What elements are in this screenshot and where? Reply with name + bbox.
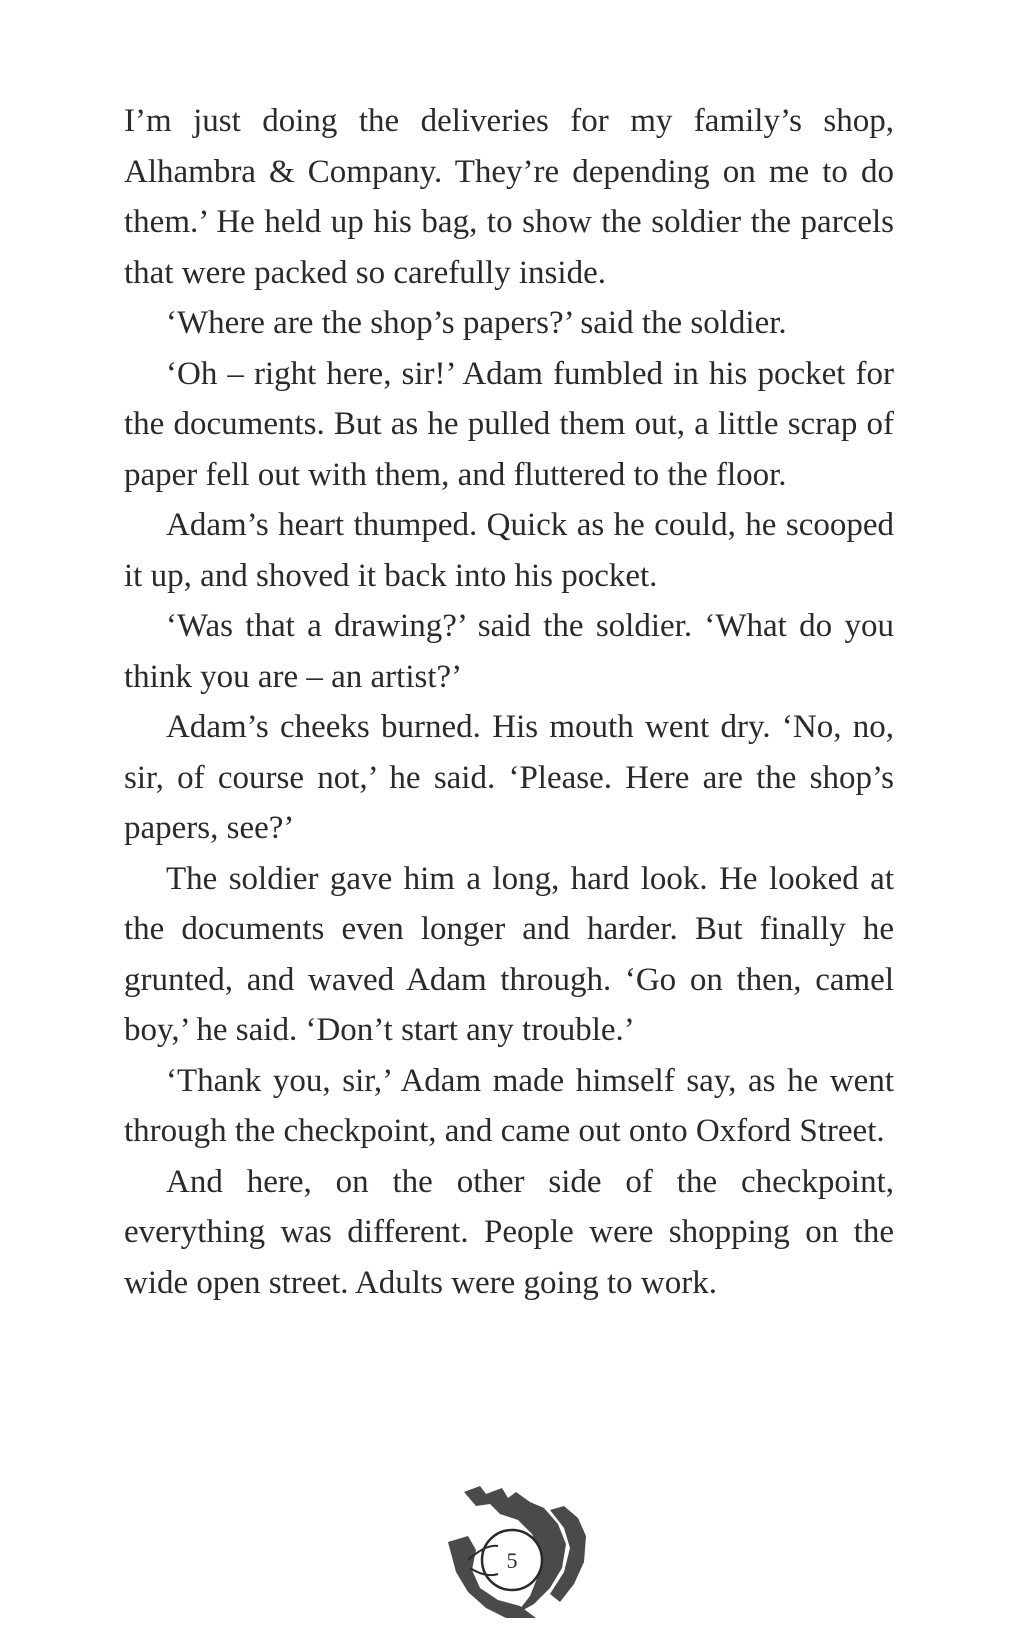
- paragraph: Adam’s cheeks burned. His mouth went dry. ‘No, no, sir, of course not,’ he said. ‘Please. Here are the shop’s papers, see?’: [124, 709, 894, 846]
- paragraph: ‘Oh – right here, sir!’ Adam fumbled in his pocket for the documents. But as he pulled them out, a little scrap of paper fell out with them, and fluttered to the floor.: [124, 355, 894, 493]
- paragraph: ‘Thank you, sir,’ Adam made himself say, as he went through the checkpoint, and came out onto Oxford Street.: [124, 1062, 894, 1149]
- paragraph: And here, on the other side of the checkpoint, everything was different. People were shopping on the wide open street. Adults were going to work.: [124, 1163, 894, 1301]
- body-text: [124, 96, 894, 1308]
- paragraph: ‘Where are the shop’s papers?’ said the soldier.: [166, 305, 787, 341]
- eye-ornament-icon: [446, 1484, 596, 1619]
- paragraph: I’m just doing the deliveries for my family’s shop, Alhambra & Company. They’re depending on me to do them.’ He held up his bag, to show the soldier the parcels that were packed so carefully inside.: [124, 103, 894, 291]
- page-number: 5: [506, 1548, 518, 1573]
- paragraph: ‘Was that a drawing?’ said the soldier. ‘What do you think you are – an artist?’: [124, 608, 894, 695]
- paragraph: The soldier gave him a long, hard look. He looked at the documents even longer and harder. But finally he grunted, and waved Adam through. ‘Go on then, camel boy,’ he said. ‘Don’t start any trouble.’: [124, 860, 894, 1048]
- paragraph: Adam’s heart thumped. Quick as he could, he scooped it up, and shoved it back into his pocket.: [124, 507, 894, 594]
